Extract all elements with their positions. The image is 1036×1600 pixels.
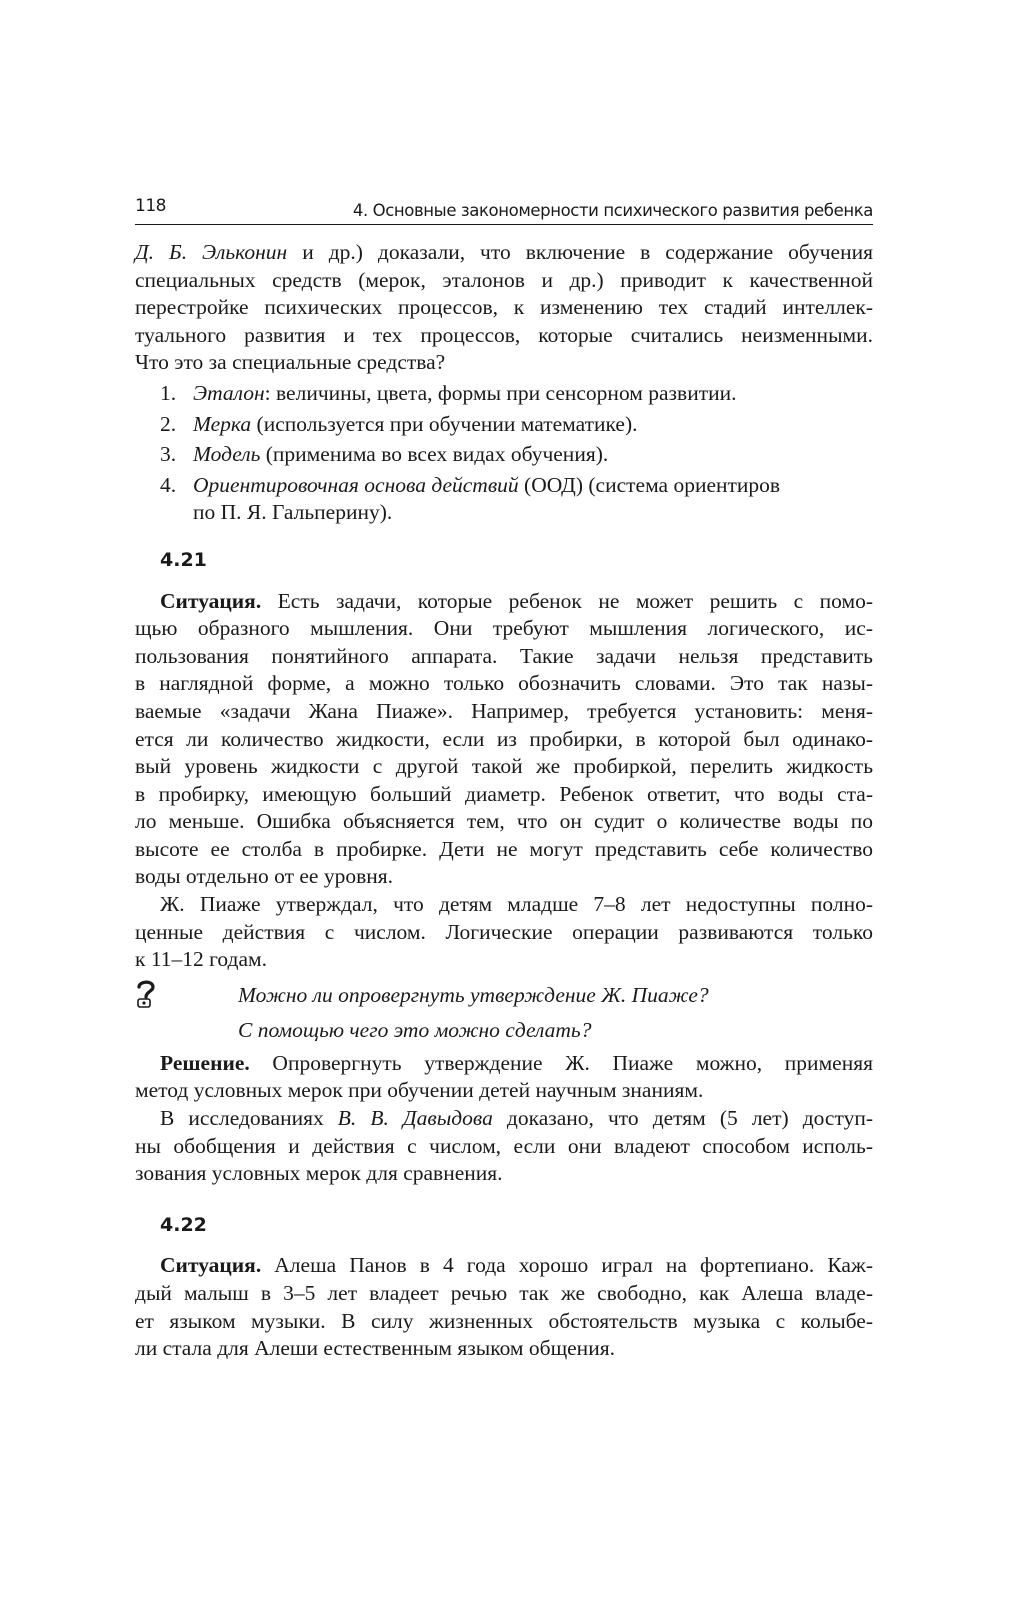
section-number-4-21: 4.21: [160, 548, 207, 571]
list-item: 1. Эталон: величины, цвета, формы при сенсорном развитии.: [160, 380, 737, 405]
situation-label: Ситуация.: [160, 1253, 262, 1278]
situation-paragraph: Ситуация. Алеша Панов в 4 года хорошо играл на фортепиано. Каж- дый малыш в 3–5 лет владеет речью так же свободно, как Алеша владе- ет языком музыки. В силу жизненных обстоятельств музыка с колыбе- ли стала для Алеши естественным языком общения.: [135, 1253, 873, 1361]
page-number: 118: [135, 196, 166, 216]
list-item: 2. Мерка (используется при обучении математике).: [160, 411, 638, 436]
author-name: Д. Б. Эльконин: [135, 240, 288, 264]
davydov-paragraph: В исследованиях В. В. Давыдова доказано, что детям (5 лет) доступ- ны обобщения и действия с числом, если они владеют способом исполь- зования условных мерок для сравнения.: [135, 1106, 873, 1186]
question-text: Можно ли опровергнуть утверждение Ж. Пиаже?: [238, 982, 709, 1007]
book-page: [135, 188, 873, 1363]
means-list: [135, 380, 873, 527]
section-number-4-22: 4.22: [160, 1213, 207, 1236]
running-head: [135, 188, 873, 225]
situation-paragraph: Ситуация. Есть задачи, которые ребенок не может решить с помо- щью образного мышления. Они требуют мышления логического, ис- пользования понятийного аппарата. Такие задачи нельзя представить в наглядной форме, а можно только обозначить словами. Это так назы- ваемые «задачи Жана Пиаже». Например, требуется установить: меня- ется ли количество жидкости, если из пробирки, в которой был одинако- вый уровень жидкости с другой такой же пробиркой, перелить жидкость в пробирку, имеющую больший диаметр. Ребенок ответит, что воды ста- ло меньше. Ошибка объясняется тем, что он судит о количестве воды по высоте ее столба в пробирке. Дети не могут представить себе количество воды отдельно от ее уровня.: [135, 588, 873, 889]
question-block: [135, 978, 873, 1048]
list-item: 4. Ориентировочная основа действий (ООД) (система ориентиров по П. Я. Гальперину).: [160, 472, 781, 525]
solution-label: Решение.: [160, 1050, 250, 1075]
list-item: 3. Модель (применима во всех видах обучения).: [160, 442, 609, 467]
solution-paragraph: Решение. Опровергнуть утверждение Ж. Пиаже можно, применяя метод условных мерок при обучении детей научным знаниям.: [135, 1050, 873, 1103]
piaget-paragraph: Ж. Пиаже утверждал, что детям младше 7–8 лет недоступны полно- ценные действия с числом. Логические операции развиваются только к 11–12 годам.: [135, 892, 873, 972]
question-text: С помощью чего это можно сделать?: [238, 1017, 592, 1042]
situation-label: Ситуация.: [160, 588, 262, 613]
intro-paragraph: Д. Б. Эльконин и др.) доказали, что включение в содержание обучения специальных средств (мерок, эталонов и др.) приводит к качественной перестройке психических процессов, к изменению тех стадий интеллек- туального развития и тех процессов, которые считались неизменными. Что это за специальные средства?: [135, 240, 873, 375]
question-mark-icon: [135, 978, 157, 1008]
page-content: [135, 239, 873, 1363]
chapter-title: 4. Основные закономерности психического развития ребенка: [352, 201, 873, 220]
author-name: В. В. Давыдова: [337, 1106, 493, 1131]
